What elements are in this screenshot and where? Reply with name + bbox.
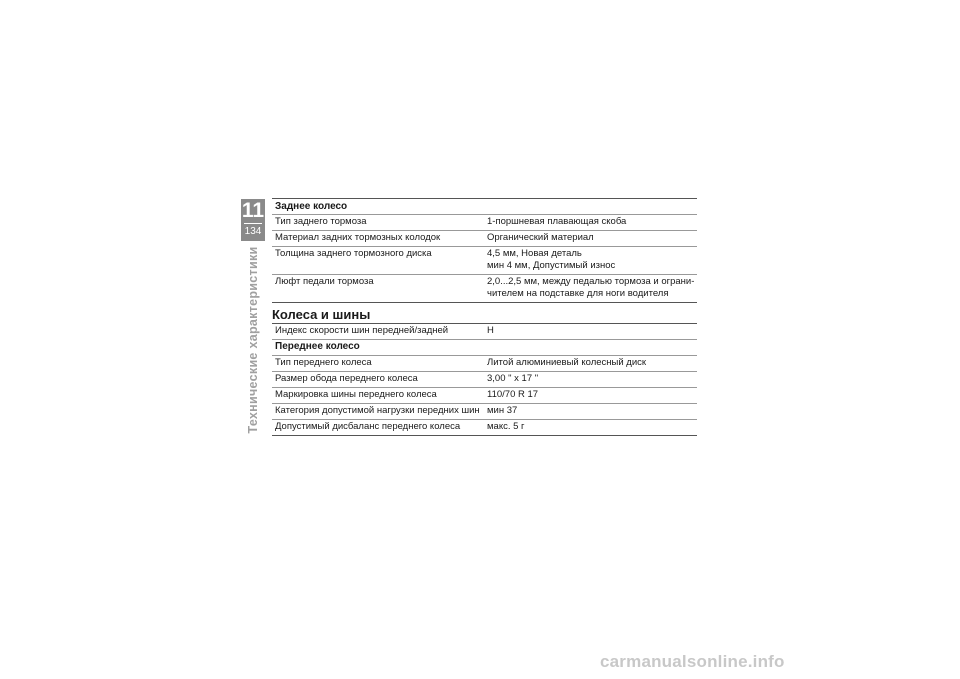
row-label: Категория допустимой нагрузки передних шин: [275, 405, 480, 416]
row-value: [484, 248, 697, 272]
tab-divider: [244, 223, 262, 224]
row-value: 110/70 R 17: [487, 389, 539, 400]
row-value: Литой алюминиевый колесный диск: [487, 357, 647, 368]
row-label: Тип заднего тормоза: [275, 216, 367, 227]
row-value: 1-поршневая плавающая скоба: [487, 216, 627, 227]
table-row: [272, 371, 697, 387]
table-row: [272, 246, 697, 274]
rear-wheel-table: [272, 198, 697, 303]
table-row: [272, 274, 697, 303]
row-value-line: 2,0...2,5 мм, между педалью тормоза и ограни-: [487, 276, 695, 287]
side-chapter-title-text: Технические характеристики: [246, 246, 260, 434]
table-row: [272, 403, 697, 419]
chapter-tab: [241, 199, 265, 241]
row-value-line: чителем на подставке для ноги водителя: [487, 288, 669, 299]
row-label: Размер обода переднего колеса: [275, 373, 418, 384]
row-label: Индекс скорости шин передней/задней: [275, 325, 449, 336]
table-row: [272, 419, 697, 436]
row-label: Люфт педали тормоза: [275, 276, 374, 287]
table-row: [272, 355, 697, 371]
table-row: [272, 324, 697, 339]
front-wheel-heading: Переднее колесо: [275, 341, 360, 352]
wheels-tires-heading: Колеса и шины: [272, 307, 371, 322]
rear-wheel-heading: Заднее колесо: [275, 201, 348, 212]
row-value: 3,00 " x 17 ": [487, 373, 539, 384]
table-row: [272, 387, 697, 403]
table-row: [272, 214, 697, 230]
row-label: Допустимый дисбаланс переднего колеса: [275, 421, 461, 432]
wheels-tires-table: [272, 323, 697, 436]
row-value: Органический материал: [487, 232, 594, 243]
row-value: мин 37: [487, 405, 518, 416]
page-number: 134: [244, 226, 262, 237]
row-label: Материал задних тормозных колодок: [275, 232, 441, 243]
front-wheel-heading-row: [272, 339, 697, 355]
row-value-line: мин 4 мм, Допустимый износ: [487, 260, 616, 271]
row-label: Тип переднего колеса: [275, 357, 372, 368]
row-value-line: 4,5 мм, Новая деталь: [487, 248, 582, 259]
watermark: carmanualsonline.info: [600, 652, 785, 671]
chapter-number: 11: [241, 199, 265, 222]
row-value: макс. 5 г: [487, 421, 525, 432]
row-value: [484, 276, 697, 300]
row-label: Толщина заднего тормозного диска: [275, 248, 432, 259]
row-value: H: [487, 325, 494, 336]
table-row: [272, 230, 697, 246]
row-label: Маркировка шины переднего колеса: [275, 389, 437, 400]
